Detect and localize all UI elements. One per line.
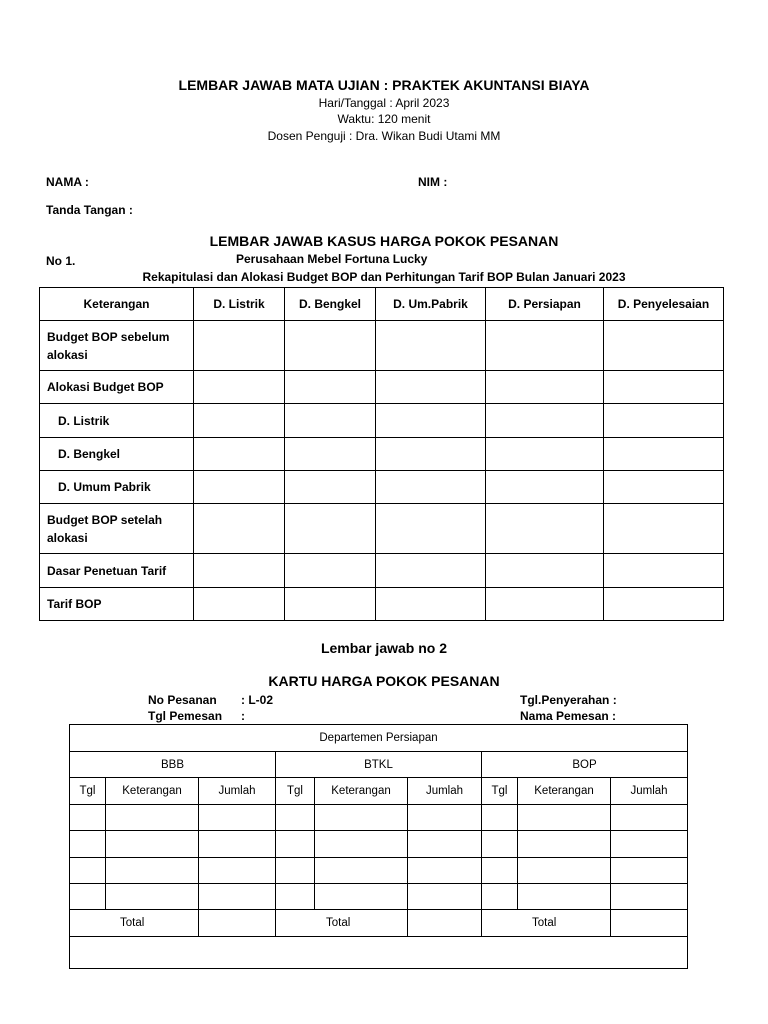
table-row [70, 805, 688, 831]
tgl-pemesan-label: Tgl Pemesan [148, 709, 223, 723]
table-row [40, 404, 724, 438]
nim-label: NIM : [418, 175, 448, 189]
answer-cell[interactable] [376, 588, 486, 621]
answer-cell[interactable] [486, 438, 604, 471]
answer-cell[interactable] [376, 438, 486, 471]
answer-cell[interactable] [106, 858, 199, 884]
answer-cell[interactable] [486, 321, 604, 371]
answer-cell[interactable] [604, 438, 724, 471]
answer-cell[interactable] [518, 884, 611, 910]
job-order-cost-card [69, 724, 688, 969]
group-header-bbb: BBB [70, 752, 276, 778]
column-header: Tgl [276, 778, 315, 805]
subheader-row [70, 778, 688, 805]
table-row [70, 884, 688, 910]
answer-cell[interactable] [199, 858, 276, 884]
answer-cell[interactable] [106, 805, 199, 831]
column-header: Keterangan [40, 288, 194, 321]
answer-cell[interactable] [194, 371, 285, 404]
answer-cell[interactable] [604, 404, 724, 438]
answer-cell[interactable] [604, 554, 724, 588]
answer-cell[interactable] [285, 554, 376, 588]
company-name: Perusahaan Mebel Fortuna Lucky [236, 252, 428, 266]
answer-cell[interactable] [276, 805, 315, 831]
total-row [70, 910, 688, 937]
answer-cell[interactable] [285, 438, 376, 471]
answer-cell[interactable] [518, 858, 611, 884]
table-row [40, 504, 724, 554]
answer-cell[interactable] [285, 504, 376, 554]
answer-cell[interactable] [482, 831, 518, 858]
answer-cell[interactable] [408, 884, 482, 910]
answer-cell[interactable] [199, 910, 276, 937]
answer-cell[interactable] [194, 504, 285, 554]
answer-cell[interactable] [106, 831, 199, 858]
table-row [40, 321, 724, 371]
answer-cell[interactable] [70, 858, 106, 884]
answer-cell[interactable] [376, 321, 486, 371]
answer-cell[interactable] [70, 884, 106, 910]
answer-cell[interactable] [486, 371, 604, 404]
answer-cell[interactable] [486, 404, 604, 438]
row-label: Budget BOP sebelum alokasi [40, 321, 194, 371]
examiner-line: Dosen Penguji : Dra. Wikan Budi Utami MM [267, 129, 501, 143]
section1-subtitle: Rekapitulasi dan Alokasi Budget BOP dan Perhitungan Tarif BOP Bulan Januari 2023 [142, 270, 626, 284]
table-row [40, 438, 724, 471]
table-row [40, 588, 724, 621]
time-line: Waktu: 120 menit [337, 112, 431, 126]
answer-cell[interactable] [486, 471, 604, 504]
bop-allocation-table [39, 287, 724, 621]
answer-cell[interactable] [199, 884, 276, 910]
column-header: D. Penyelesaian [604, 288, 724, 321]
answer-cell[interactable] [285, 471, 376, 504]
row-label: D. Umum Pabrik [40, 471, 194, 504]
answer-cell[interactable] [611, 884, 688, 910]
answer-cell[interactable] [70, 831, 106, 858]
table-row [70, 858, 688, 884]
answer-cell[interactable] [604, 371, 724, 404]
answer-cell[interactable] [482, 805, 518, 831]
answer-cell[interactable] [285, 371, 376, 404]
answer-cell[interactable] [482, 884, 518, 910]
no-pesanan-value: : L-02 [241, 693, 274, 707]
answer-cell[interactable] [194, 588, 285, 621]
column-header: Jumlah [611, 778, 688, 805]
tgl-penyerahan-label: Tgl.Penyerahan : [520, 693, 617, 707]
answer-cell[interactable] [276, 884, 315, 910]
answer-cell[interactable] [611, 805, 688, 831]
total-label: Total [276, 910, 408, 937]
answer-cell[interactable] [285, 588, 376, 621]
department-title: Departemen Persiapan [70, 725, 688, 752]
section2-heading: Lembar jawab no 2 [320, 640, 448, 656]
answer-cell[interactable] [70, 937, 688, 969]
answer-cell[interactable] [315, 805, 408, 831]
answer-cell[interactable] [486, 588, 604, 621]
section1-title: LEMBAR JAWAB KASUS HARGA POKOK PESANAN [209, 233, 559, 249]
row-label: Dasar Penetuan Tarif [40, 554, 194, 588]
answer-cell[interactable] [194, 438, 285, 471]
answer-cell[interactable] [611, 831, 688, 858]
answer-cell[interactable] [376, 471, 486, 504]
row-label: D. Bengkel [40, 438, 194, 471]
answer-cell[interactable] [194, 554, 285, 588]
answer-cell[interactable] [285, 321, 376, 371]
card-title: KARTU HARGA POKOK PESANAN [268, 673, 500, 689]
nama-label: NAMA : [46, 175, 89, 189]
problem-number: No 1. [46, 254, 76, 268]
answer-cell[interactable] [408, 805, 482, 831]
row-label: Alokasi Budget BOP [40, 371, 194, 404]
answer-cell[interactable] [518, 805, 611, 831]
answer-cell[interactable] [199, 831, 276, 858]
answer-cell[interactable] [199, 805, 276, 831]
answer-cell[interactable] [106, 884, 199, 910]
row-label: Tarif BOP [40, 588, 194, 621]
answer-cell[interactable] [315, 831, 408, 858]
column-header: D. Bengkel [285, 288, 376, 321]
total-label: Total [482, 910, 611, 937]
answer-cell[interactable] [194, 321, 285, 371]
answer-cell[interactable] [611, 910, 688, 937]
answer-cell[interactable] [70, 805, 106, 831]
column-header: Tgl [70, 778, 106, 805]
row-label: Budget BOP setelah alokasi [40, 504, 194, 554]
answer-cell[interactable] [486, 504, 604, 554]
column-header: D. Um.Pabrik [376, 288, 486, 321]
column-header: Jumlah [199, 778, 276, 805]
column-header: Keterangan [106, 778, 199, 805]
answer-cell[interactable] [408, 858, 482, 884]
no-pesanan-label: No Pesanan [148, 693, 217, 707]
answer-cell[interactable] [604, 471, 724, 504]
column-header: Keterangan [518, 778, 611, 805]
table-row [40, 371, 724, 404]
answer-cell[interactable] [376, 504, 486, 554]
column-header: D. Listrik [194, 288, 285, 321]
nama-pemesan-label: Nama Pemesan : [520, 709, 617, 723]
answer-cell[interactable] [604, 504, 724, 554]
column-header: Keterangan [315, 778, 408, 805]
answer-cell[interactable] [604, 588, 724, 621]
notes-row [70, 937, 688, 969]
column-header: Jumlah [408, 778, 482, 805]
group-header-bop: BOP [482, 752, 688, 778]
table-header-row [40, 288, 724, 321]
tgl-pemesan-value: : [241, 709, 245, 723]
answer-cell[interactable] [276, 831, 315, 858]
answer-cell[interactable] [518, 831, 611, 858]
signature-label: Tanda Tangan : [46, 203, 133, 217]
answer-cell[interactable] [194, 471, 285, 504]
answer-cell[interactable] [408, 831, 482, 858]
answer-cell[interactable] [315, 884, 408, 910]
table-row [40, 471, 724, 504]
answer-cell[interactable] [486, 554, 604, 588]
answer-cell[interactable] [276, 858, 315, 884]
answer-cell[interactable] [194, 404, 285, 438]
answer-cell[interactable] [285, 404, 376, 438]
answer-cell[interactable] [376, 371, 486, 404]
answer-cell[interactable] [611, 858, 688, 884]
date-line: Hari/Tanggal : April 2023 [318, 96, 450, 110]
answer-cell[interactable] [376, 554, 486, 588]
answer-cell[interactable] [376, 404, 486, 438]
column-header: Tgl [482, 778, 518, 805]
answer-cell[interactable] [482, 858, 518, 884]
row-label: D. Listrik [40, 404, 194, 438]
department-row [70, 725, 688, 752]
answer-cell[interactable] [315, 858, 408, 884]
group-header-row [70, 752, 688, 778]
answer-cell[interactable] [408, 910, 482, 937]
column-header: D. Persiapan [486, 288, 604, 321]
total-label: Total [70, 910, 199, 937]
group-header-btkl: BTKL [276, 752, 482, 778]
answer-cell[interactable] [604, 321, 724, 371]
page-title: LEMBAR JAWAB MATA UJIAN : PRAKTEK AKUNTANSI BIAYA [178, 77, 590, 93]
table-row [40, 554, 724, 588]
table-row [70, 831, 688, 858]
